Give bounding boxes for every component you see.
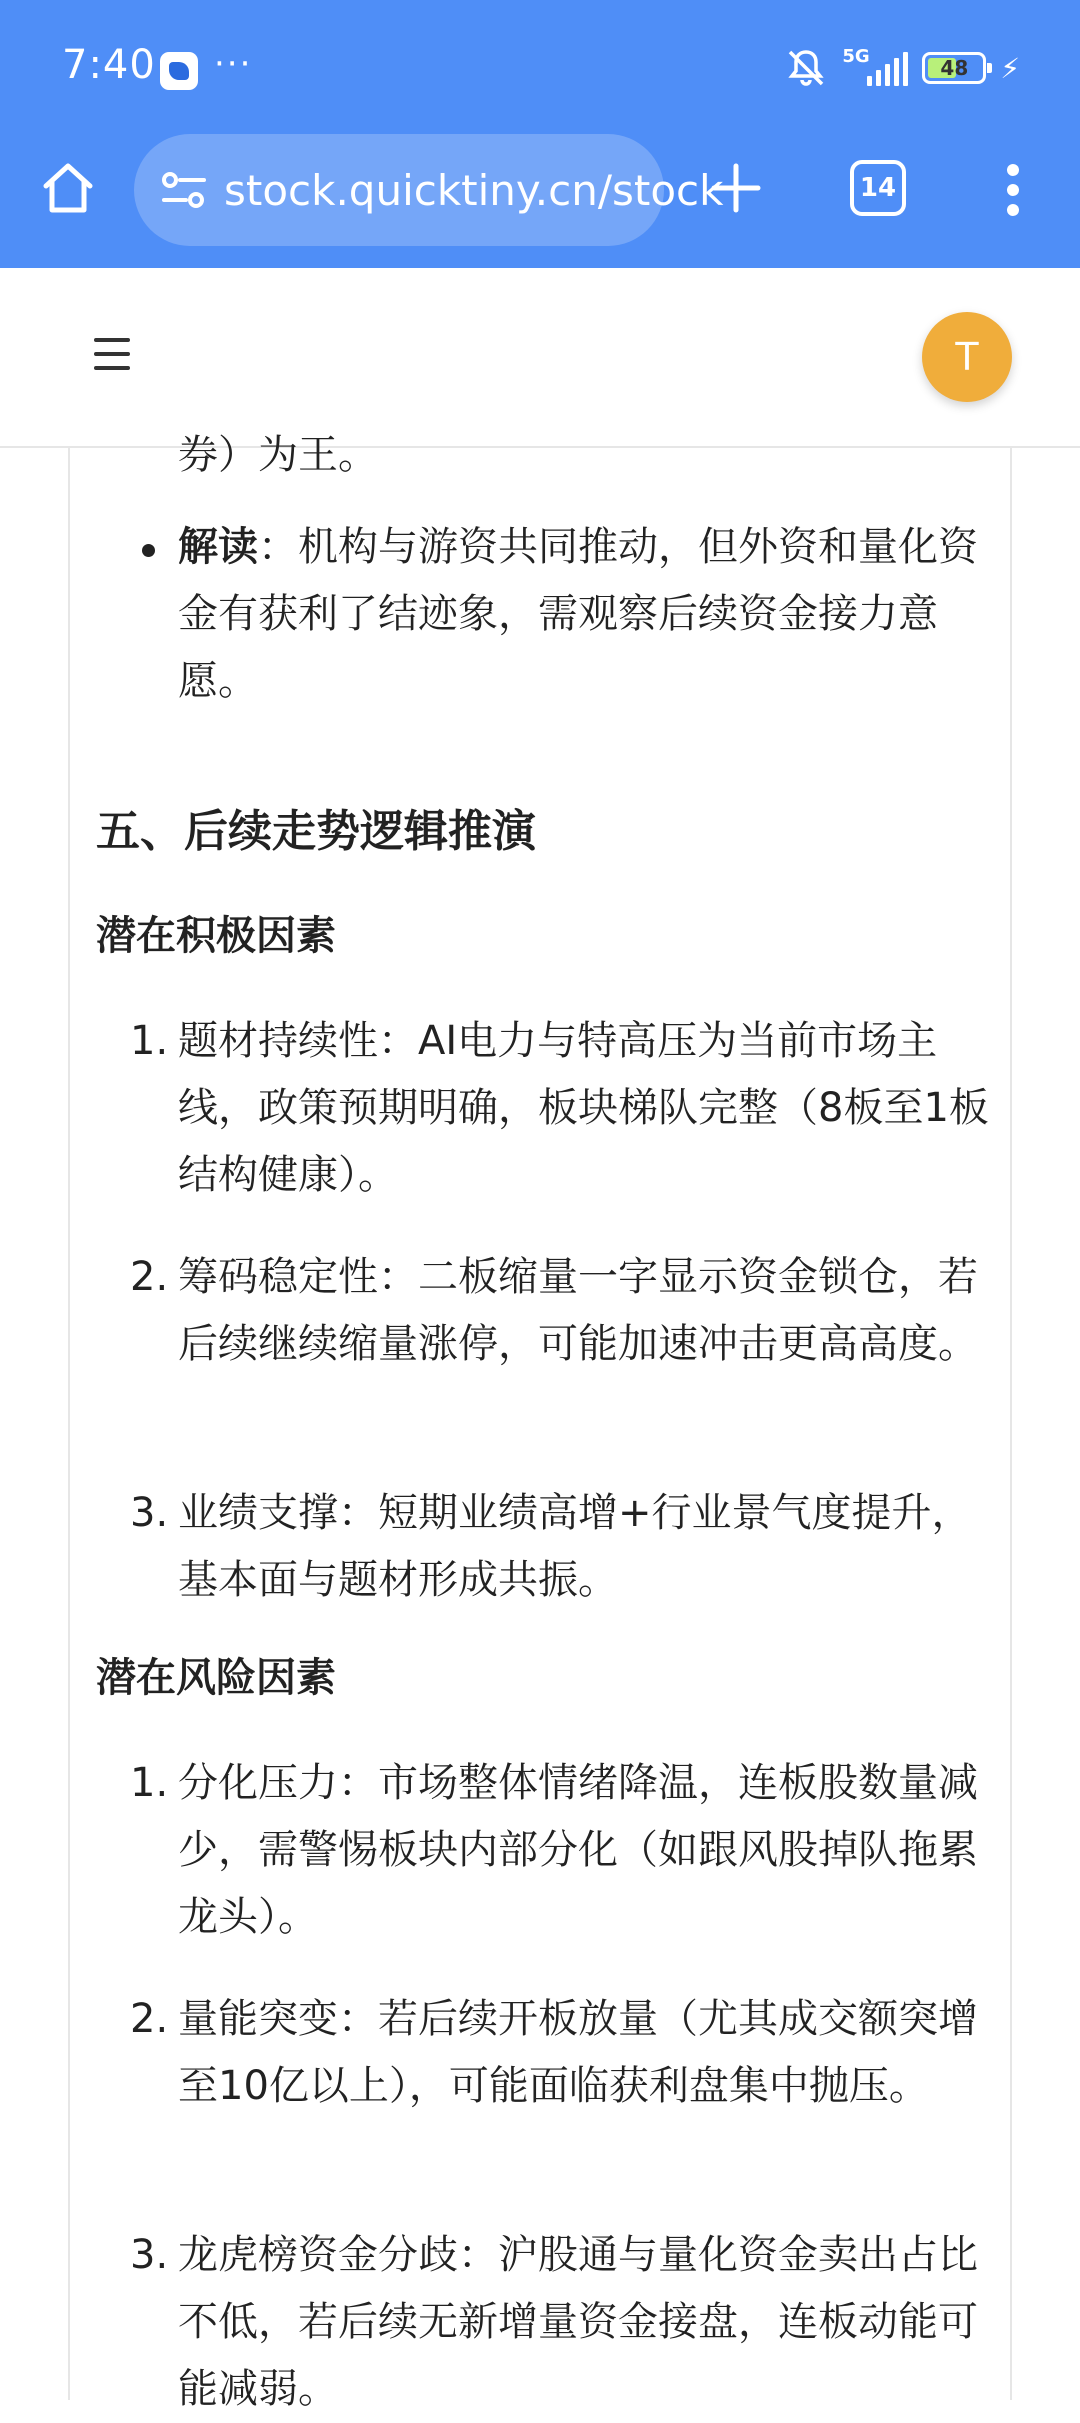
risk-factors-heading: 潜在风险因素 xyxy=(96,1655,336,1701)
address-bar[interactable] xyxy=(134,134,724,246)
status-time: 7:40 xyxy=(62,42,156,88)
previous-paragraph-tail: 券）为王。 xyxy=(178,432,378,478)
new-tab-button[interactable] xyxy=(706,158,766,218)
bullet-text: ：机构与游资共同推动，但外资和量化资金有获利了结迹象，需观察后续资金接力意愿。 xyxy=(178,524,978,704)
browser-menu-button[interactable] xyxy=(998,160,1028,220)
list-item: 1. 分化压力：市场整体情绪降温，连板股数量减少，需警惕板块内部分化（如跟风股掉队拖累龙头）。 xyxy=(130,1760,978,1940)
user-avatar[interactable]: T xyxy=(922,312,1012,402)
charging-bolt-icon: ⚡ xyxy=(1000,51,1020,85)
mute-bell-icon xyxy=(784,46,828,90)
status-icons xyxy=(784,46,1020,90)
list-item: 2. 筹码稳定性：二板缩量一字显示资金锁仓，若后续继续缩量涨停，可能加速冲击更高高度。 xyxy=(130,1254,978,1367)
battery-icon xyxy=(922,52,986,84)
tab-switcher-button[interactable]: 14 xyxy=(850,160,906,216)
browser-chrome xyxy=(0,0,1080,268)
list-item: 1. 题材持续性：AI电力与特高压为当前市场主线，政策预期明确，板块梯队完整（8板至1板结构健康）。 xyxy=(130,1018,989,1198)
hamburger-menu-icon[interactable] xyxy=(94,338,130,370)
more-notifications-icon: ··· xyxy=(214,44,253,84)
app-notification-icon xyxy=(160,52,198,90)
battery-level: 48 xyxy=(940,56,969,80)
browser-toolbar xyxy=(0,120,1080,268)
url-text[interactable]: stock.quicktiny.cn/stock xyxy=(224,166,724,215)
list-item: 3. 龙虎榜资金分歧：沪股通与量化资金卖出占比不低，若后续无新增量资金接盘，连板动能可能减弱。 xyxy=(130,2232,978,2412)
home-button[interactable] xyxy=(36,156,100,220)
list-item xyxy=(178,514,998,715)
list-item: 2. 量能突变：若后续开板放量（尤其成交额突增至10亿以上），可能面临获利盘集中抛压。 xyxy=(130,1996,978,2109)
signal-5g-icon: 5G xyxy=(842,48,908,88)
positive-factors-heading: 潜在积极因素 xyxy=(96,913,336,959)
section-title: 五、后续走势逻辑推演 xyxy=(96,806,536,857)
site-settings-icon[interactable] xyxy=(160,168,208,212)
article-card xyxy=(68,432,1012,2412)
site-header xyxy=(0,268,1080,448)
bullet-label: 解读 xyxy=(178,524,258,570)
status-bar xyxy=(0,0,1080,120)
list-item: 3. 业绩支撑：短期业绩高增+行业景气度提升，基本面与题材形成共振。 xyxy=(130,1490,972,1603)
